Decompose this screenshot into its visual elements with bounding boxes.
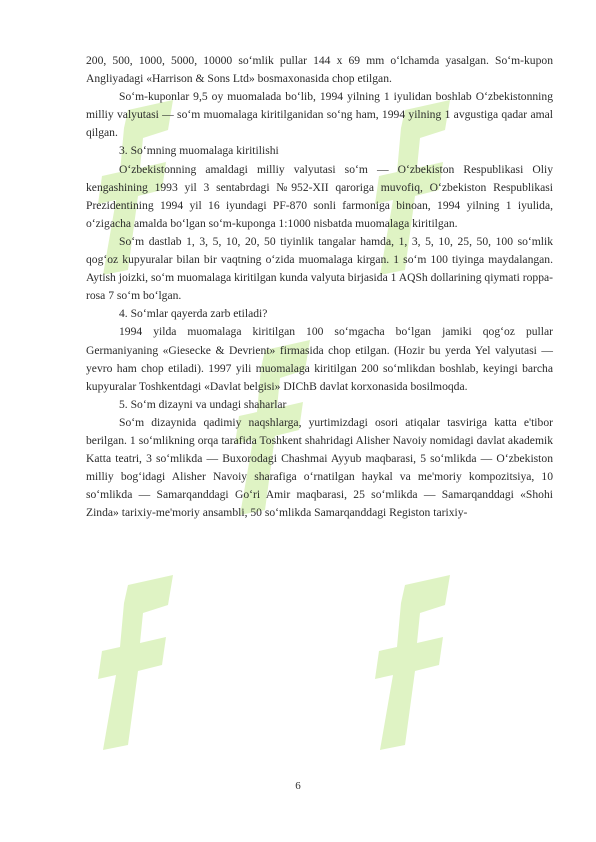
section-heading-5: 5. So‘m dizayni va undagi shaharlar [119, 397, 287, 411]
paragraph-som-kupon-circulation: So‘m-kuponlar 9,5 oy muomalada bo‘lib, 1994 yilning 1 iyulidan boshlab O‘zbekistonning milliy valyutasi — so‘m muomalaga kiritilganidan so‘ng ham, 1994 yilning 1 avgustiga qadar amal qilgan. [86, 90, 553, 140]
document-body [86, 52, 553, 522]
watermark-logo-icon [365, 565, 485, 755]
watermark-logo-4 [88, 565, 208, 755]
paragraph-continuation: 200, 500, 1000, 5000, 10000 so‘mlik pullar 144 x 69 mm o‘lchamda yasalgan. So‘m-kupon Angliyadagi «Harrison & Sons Ltd» bosmaxonasida chop etilgan. [86, 54, 553, 86]
paragraph-som-denominations: So‘m dastlab 1, 3, 5, 10, 20, 50 tiyinlik tangalar hamda, 1, 3, 5, 10, 25, 50, 100 so‘mlik qog‘oz kupyuralar bilan bir vaqtning o‘zida muomalaga kirgan. 1 so‘m 100 tiyinga maydalangan. Aytish joizki, so‘m muomalaga kiritilgan kunda valyuta birjasida 1 AQSh dollarining qiymati roppa-rosa 7 so‘m bo‘lgan. [86, 234, 553, 303]
section-heading-3: 3. So‘mning muomalaga kiritilishi [119, 144, 279, 158]
page-number: 6 [295, 780, 301, 792]
section-heading-4: 4. So‘mlar qayerda zarb etiladi? [119, 307, 268, 321]
watermark-logo-icon [88, 565, 208, 755]
watermark-logo-5 [365, 565, 485, 755]
paragraph-som-printing: 1994 yilda muomalaga kiritilgan 100 so‘mgacha bo‘lgan jamiki qog‘oz pullar Germaniyaning «Giesecke & Devrient» firmasida chop etilgan. (Hozir bu yerda Yel valyutasi — yevro ham chop etiladi). 1997 yili muomalaga kiritilgan 200 so‘mlikdan boshlab, keyingi barcha kupyuralar Toshkentdagi «Davlat belgisi» DIChB davlat korxonasida bosilmoqda. [86, 325, 553, 393]
paragraph-som-design: So‘m dizaynida qadimiy naqshlarga, yurtimizdagi osori atiqalar tasviriga katta e'tibor berilgan. 1 so‘mlikning orqa tarafida Toshkent shahridagi Alisher Navoiy nomidagi davlat akademik Katta teatri, 3 so‘mlikda — Buxorodagi Chashmai Ayyub maqbarasi, 5 so‘mlikda — O‘zbekiston milliy bog‘idagi Alisher Navoiy sharafiga o‘rnatilgan haykal va me'moriy kompozitsiya, 10 so‘mlikda — Samarqanddagi Go‘ri Amir maqbarasi, 25 so‘mlikda — Samarqanddagi «Shohi Zinda» tarixiy-me'moriy ansambli, 50 so‘mlikda Samarqanddagi Registon tarixiy- [86, 415, 553, 520]
paragraph-som-introduction: O‘zbekistonning amaldagi milliy valyutasi so‘m — O‘zbekiston Respublikasi Oliy kengashining 1993 yil 3 sentabrdagi №952-XII qaroriga muvofiq, O‘zbekiston Respublikasi Prezidentining 1994 yil 16 iyundagi PF-870 sonli farmoniga binoan, 1994 yilning 1 iyulida, o‘zigacha amalda bo‘lgan so‘m-kuponga 1:1000 nisbatda muomalaga kiritilgan. [86, 162, 553, 230]
